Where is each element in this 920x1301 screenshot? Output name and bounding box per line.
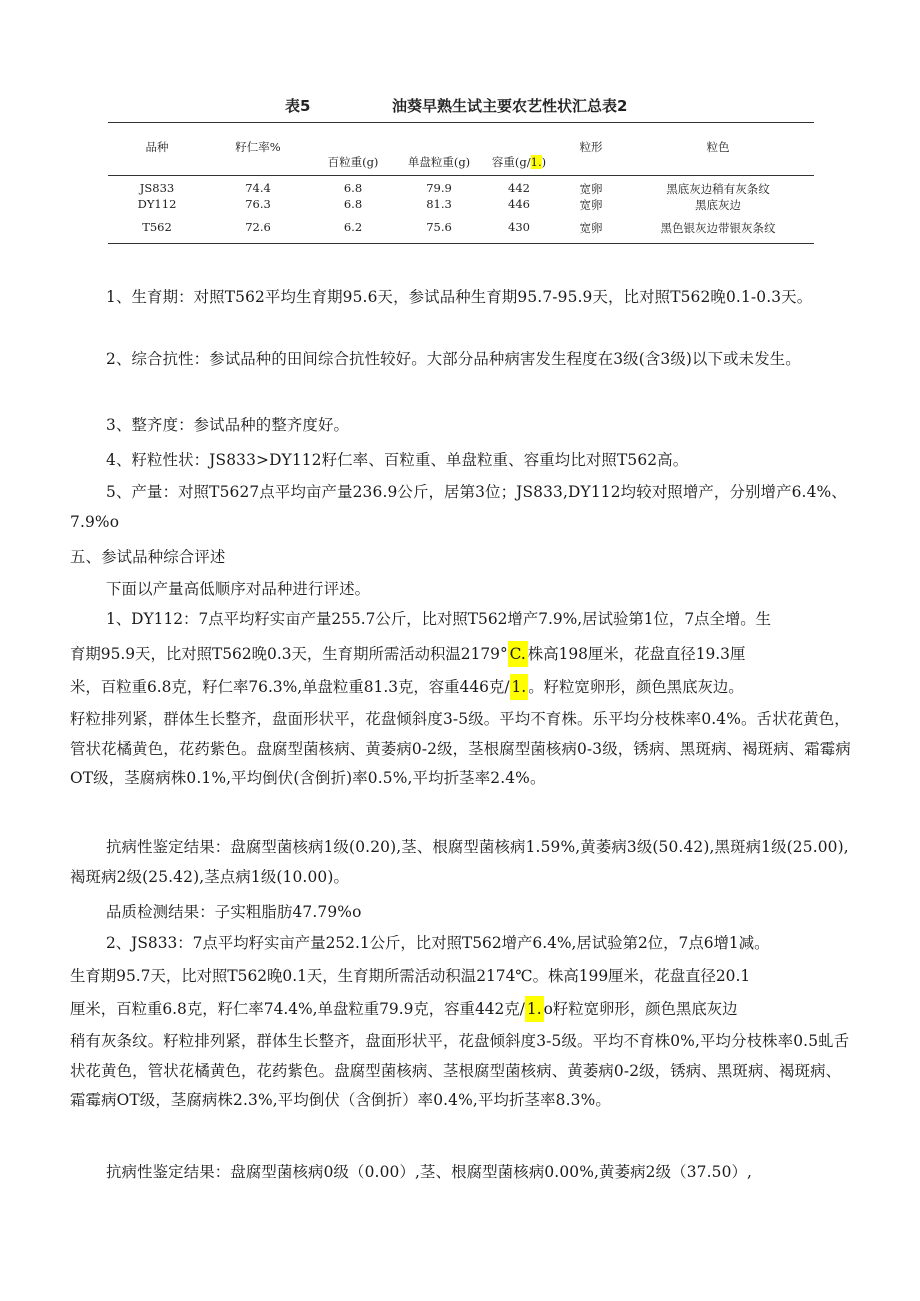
header-variety: 品种 bbox=[145, 140, 169, 154]
header-plate-weight: 单盘粒重(g) bbox=[407, 155, 471, 169]
paragraph-uniformity: 3、整齐度：参试品种的整齐度好。 bbox=[106, 416, 350, 434]
table-cell: 79.9 bbox=[426, 181, 452, 195]
dy112-line-2: 育期95.9天，比对照T562晚0.3天，生育期所需活动积温2179° C. 株高198厘米，花盘直径19.3厘 bbox=[70, 640, 745, 670]
table-cell: 黑色银灰边带银灰条纹 bbox=[660, 221, 776, 235]
table-bottom-rule bbox=[108, 243, 814, 244]
table-top-rule bbox=[108, 122, 814, 123]
js833-line-2: 生育期95.7天，比对照T562晚0.1天，生育期所需活动积温2174℃。株高199厘米，花盘直径20.1 bbox=[70, 967, 751, 985]
table-header-rule bbox=[108, 175, 814, 176]
table-cell: 74.4 bbox=[245, 181, 271, 195]
table-cell: 宽卵 bbox=[579, 221, 603, 235]
dy112-resistance: 抗病性鉴定结果：盘腐型菌核病1级(0.20),茎、根腐型菌核病1.59%,黄萎病3级(50.42),黑斑病1级(25.00),褐斑病2级(25.42),茎点病1级(10.00)。 bbox=[70, 838, 849, 886]
table-cell: 430 bbox=[508, 220, 530, 234]
paragraph-resistance: 2、综合抗性：参试品种的田间综合抗性较好。大部分品种病害发生程度在3级(含3级)以下或未发生。 bbox=[106, 350, 801, 368]
table-cell: 81.3 bbox=[426, 197, 452, 211]
dy112-line-1: 1、DY112：7点平均籽实亩产量255.7公斤，比对照T562增产7.9%,居试验第1位，7点全增。生 bbox=[106, 610, 772, 628]
table-cell: 72.6 bbox=[245, 220, 271, 234]
table-cell: 黑底灰边稍有灰条纹 bbox=[666, 182, 770, 196]
dy112-quality: 品质检测结果：子实粗脂肪47.79%o bbox=[106, 903, 362, 921]
table-cell: 6.2 bbox=[343, 220, 363, 234]
paragraph-intro: 下面以产量高低顺序对品种进行评述。 bbox=[106, 580, 371, 598]
paragraph-growth-period: 1、生育期：对照T562平均生育期95.6天，参试品种生育期95.7-95.9天，比对照T562晚0.1-0.3天。 bbox=[106, 288, 813, 306]
header-hundred-weight: 百粒重(g) bbox=[327, 155, 379, 169]
dy112-description: 籽粒排列紧，群体生长整齐，盘面形状平，花盘倾斜度3-5级。平均不育株。乐平均分枝株率0.4%。舌状花黄色，管状花橘黄色，花药紫色。盘腐型菌核病、黄萎病0-2级，茎根腐型菌核病0-3级，锈病、黑斑病、褐斑病、霜霉病OT级，茎腐病株0.1%,平均倒伏(含倒折)率0.5%,平均折茎率2.4%。 bbox=[70, 710, 851, 787]
table-cell: DY112 bbox=[137, 197, 177, 211]
table-cell: 75.6 bbox=[426, 220, 452, 234]
js833-description: 稍有灰条纹。籽粒排列紧，群体生长整齐，盘面形状平，花盘倾斜度3-5级。平均不育株0%,平均分枝株率0.5虬舌状花黄色，管状花橘黄色，花药紫色。盘腐型菌核病、茎根腐型菌核病、黄萎病0-2级，锈病、黑斑病、褐斑病、霜霉病OT级，茎腐病株2.3%,平均倒伏（含倒折）率0.4%,平均折茎率8.3%。 bbox=[70, 1032, 850, 1109]
table-cell: 6.8 bbox=[343, 197, 363, 211]
header-bulk-density: 容重(g/1.) bbox=[491, 155, 547, 169]
table-cell: 446 bbox=[508, 197, 530, 211]
table-cell: 黑底灰边 bbox=[695, 198, 741, 212]
header-color: 粒色 bbox=[706, 140, 730, 154]
js833-resistance: 抗病性鉴定结果：盘腐型菌核病0级（0.00）,茎、根腐型菌核病0.00%,黄萎病2级（37.50）, bbox=[106, 1163, 753, 1181]
table-cell: 442 bbox=[508, 181, 530, 195]
table-cell: 76.3 bbox=[245, 197, 271, 211]
table-cell: 宽卵 bbox=[579, 182, 603, 196]
js833-line-3: 厘米，百粒重6.8克，籽仁率74.4%,单盘粒重79.9克，容重442克/ 1. o籽粒宽卵形，颜色黑底灰边 bbox=[70, 995, 738, 1025]
table-caption-label: 表5 bbox=[285, 97, 311, 115]
highlight-mark: C. bbox=[508, 641, 528, 667]
header-shape: 粒形 bbox=[579, 140, 603, 154]
header-kernel-rate: 籽仁率% bbox=[235, 140, 281, 154]
paragraph-grain-traits: 4、籽粒性状：JS833>DY112籽仁率、百粒重、单盘粒重、容重均比对照T562高。 bbox=[106, 451, 689, 469]
table-caption-title: 油葵早熟生试主要农艺性状汇总表2 bbox=[392, 97, 628, 115]
highlight-mark: 1. bbox=[510, 674, 529, 700]
table-cell: 宽卵 bbox=[579, 198, 603, 212]
table-cell: JS833 bbox=[139, 181, 175, 195]
js833-line-1: 2、JS833：7点平均籽实亩产量252.1公斤，比对照T562增产6.4%,居试验第2位，7点6增1减。 bbox=[106, 934, 770, 952]
highlight-mark: 1. bbox=[525, 996, 544, 1022]
dy112-line-3: 米，百粒重6.8克，籽仁率76.3%,单盘粒重81.3克，容重446克/ 1. 。籽粒宽卵形，颜色黑底灰边。 bbox=[70, 673, 744, 703]
section-heading: 五、参试品种综合评述 bbox=[70, 548, 226, 566]
highlight-mark: 1. bbox=[530, 155, 542, 169]
table-cell: T562 bbox=[142, 220, 172, 234]
paragraph-yield: 5、产量：对照T5627点平均亩产量236.9公斤，居第3位；JS833,DY112均较对照增产，分别增产6.4%、7.9%o bbox=[70, 483, 847, 531]
table-cell: 6.8 bbox=[343, 181, 363, 195]
